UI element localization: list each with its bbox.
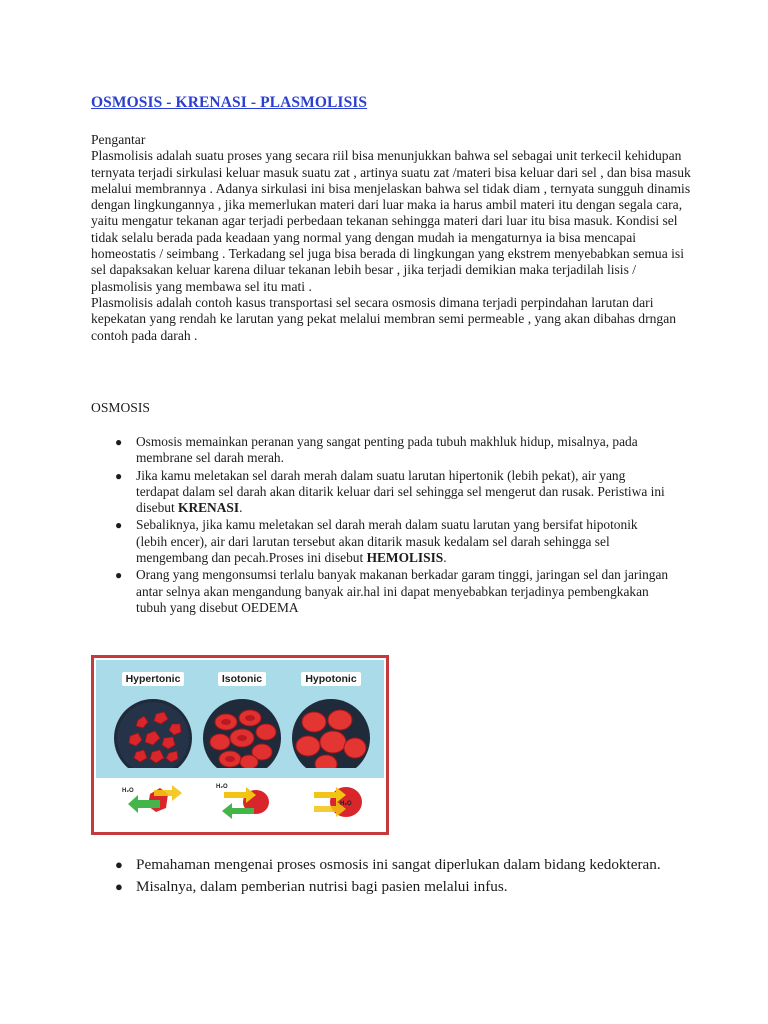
list-item	[91, 855, 691, 875]
figure-bottom-panel	[96, 778, 384, 830]
intro-section	[91, 132, 691, 344]
bullet-dot-icon: ●	[115, 857, 123, 872]
list-item	[91, 567, 671, 616]
bullet-text: Pemahaman mengenai proses osmosis ini sangat diperlukan dalam bidang kedokteran.	[136, 856, 661, 873]
bullet-dot-icon: ●	[115, 879, 123, 894]
list-item	[91, 877, 691, 897]
bullet-text: Orang yang mengonsumsi terlalu banyak makanan berkadar garam tinggi, jaringan sel dan jaringan antar selnya akan mengandung banyak air.hal ini dapat menyebabkan terjadinya pembengkakan tubuh yang disebut OEDEMA	[136, 567, 669, 615]
bullet-text: Sebaliknya, jika kamu meletakan sel darah merah dalam suatu larutan yang bersifat hipotonik (lebih encer), air dari larutan tersebut akan ditarik masuk kedalam sel darah sehingga sel mengembang dan pecah.Proses ini disebut	[136, 517, 638, 566]
bullet-bold-term: HEMOLISIS	[366, 550, 444, 566]
list-item	[91, 468, 671, 517]
bullet-text: Osmosis memainkan peranan yang sangat penting pada tubuh makhluk hidup, misalnya, pada membrane sel darah merah.	[136, 434, 638, 466]
list-item	[91, 517, 671, 566]
h2o-label: H₂O	[216, 784, 228, 790]
bullet-dot-icon: ●	[115, 518, 123, 533]
intro-paragraph-1: Plasmolisis adalah suatu proses yang secara riil bisa menunjukkan bahwa sel sebagai unit terkecil kehidupan ternyata terjadi sirkulasi keluar masuk suatu zat , artinya suatu zat /materi bisa keluar dari sel , dan bisa masuk melalui membrannya . Adanya sirkulasi ini bisa menjelaskan bahwa sel tidak diam , ternyata sungguh dinamis dengan lingkungannya , jika memerlukan materi dari luar maka ia harus ambil materi itu dengan segala cara, yaitu mengatur tekanan agar terjadi perbedaan tekanan sehingga materi dari luar itu bisa masuk. Kondisi sel tidak selalu berada pada keadaan yang normal yang dengan mudah ia mengaturnya ia bisa mencapai homeostatis / seimbang . Terkadang sel juga bisa berada di lingkungan yang ekstrem menyebabkan semua isi sel dapaksakan keluar karena diluar tekanan lebih besar , jika terjadi demikian maka terjadilah lisis / plasmolisis yang membawa sel itu mati .	[91, 148, 691, 294]
bullet-dot-icon: ●	[115, 468, 123, 483]
bullet-text-end: .	[443, 550, 447, 566]
bullet-text: Misalnya, dalam pemberian nutrisi bagi pasien melalui infus.	[136, 878, 508, 895]
intro-paragraph-2: Plasmolisis adalah contoh kasus transportasi sel secara osmosis dimana terjadi perpindahan larutan dari kepekatan yang rendah ke larutan yang pekat melalui membran semi permeable , yang akan dibahas drngan contoh pada darah .	[91, 294, 677, 343]
bullet-dot-icon: ●	[115, 435, 123, 449]
osmosis-figure	[91, 655, 389, 835]
application-bullet-list	[91, 855, 691, 899]
osmosis-heading: OSMOSIS	[91, 400, 150, 415]
arrow-group-hypertonic	[122, 785, 182, 813]
arrow-group-isotonic	[216, 784, 269, 819]
figure-label-isotonic: Isotonic	[203, 672, 281, 686]
bullet-text-end: .	[239, 500, 243, 516]
bullet-text: Jika kamu meletakan sel darah merah dalam suatu larutan hipertonik (lebih pekat), air yang terdapat dalam sel darah akan ditarik keluar dari sel sehingga sel mengerut dan rusak. Peristiwa ini disebut	[136, 467, 665, 516]
figure-arrows-svg	[96, 778, 384, 830]
figure-label-hypotonic: Hypotonic	[292, 672, 370, 686]
intro-label: Pengantar	[91, 132, 146, 147]
dish-hypertonic	[114, 699, 192, 777]
bullet-bold-term: KRENASI	[178, 500, 240, 516]
dish-isotonic	[203, 699, 281, 777]
bullet-dot-icon: ●	[115, 568, 123, 583]
dish-hypotonic	[292, 699, 370, 777]
list-item	[91, 434, 671, 467]
osmosis-bullet-list	[91, 434, 671, 617]
h2o-label: H₂O	[340, 801, 352, 807]
figure-separator	[96, 768, 384, 778]
arrow-group-hypotonic	[314, 787, 362, 817]
document-title[interactable]: OSMOSIS - KRENASI - PLASMOLISIS	[91, 94, 368, 111]
h2o-label: H₂O	[122, 788, 134, 794]
figure-label-hypertonic: Hypertonic	[114, 672, 192, 686]
